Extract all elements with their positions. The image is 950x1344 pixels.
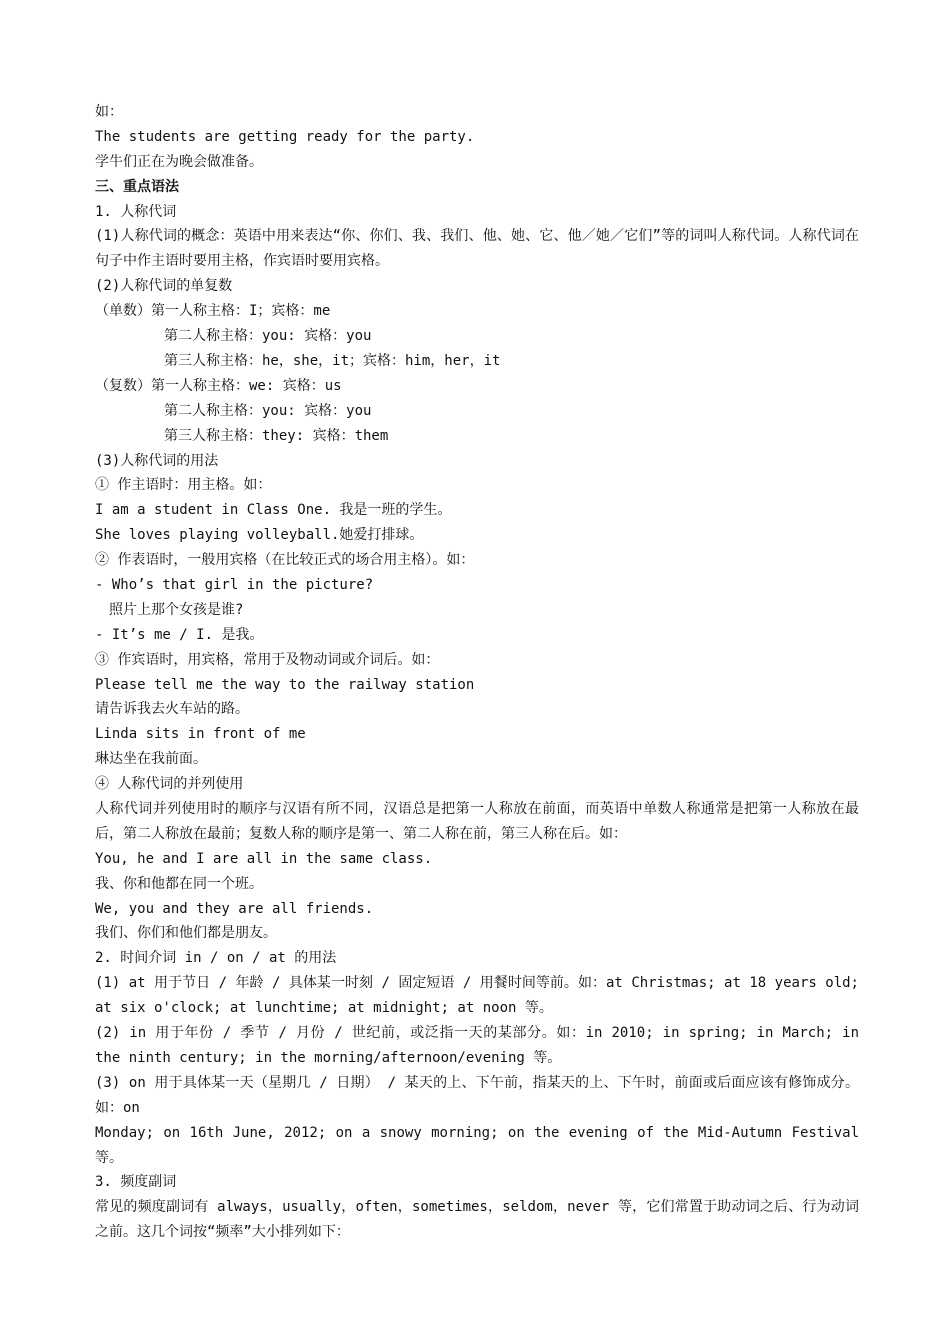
text-line: 第三人称主格：he，she，it；宾格：him，her，it (164, 352, 501, 369)
text-line: 照片上那个女孩是谁? (109, 601, 244, 618)
paragraph: (3) on 用于具体某一天（星期几 / 日期） / 某天的上、下午前，指某天的上、下午时，前面或后面应该有修饰成分。如：on (95, 1074, 859, 1116)
paragraph: (2) in 用于年份 / 季节 / 月份 / 世纪前，或泛指一天的某部分。如：in 2010; in spring; in March; in the ninth century; in the morning/afternoon/evening 等。 (95, 1025, 859, 1066)
section-heading: 三、重点语法 (95, 178, 179, 195)
subsection-heading: 2. 时间介词 in / on / at 的用法 (95, 950, 337, 967)
paragraph: (1) at 用于节日 / 年龄 / 具体某一时刻 / 固定短语 / 用餐时间等前。如：at Christmas; at 18 years old; at six o'clock; at lunchtime; at midnight; at noon 等。 (95, 975, 859, 1017)
text-line: 我、你和他都在同一个班。 (95, 875, 263, 892)
text-line: ③ 作宾语时，用宾格，常用于及物动词或介词后。如： (95, 651, 440, 668)
text-line: ④ 人称代词的并列使用 (95, 776, 244, 793)
text-line: 第二人称主格：you: 宾格：you (164, 402, 372, 419)
text-line: I am a student in Class One. 我是一班的学生。 (95, 502, 452, 519)
paragraph: Monday; on 16th June, 2012; on a snowy morning; on the evening of the Mid-Autumn Festival 等。 (95, 1124, 859, 1166)
text-line: Please tell me the way to the railway station (95, 676, 475, 693)
text-line: She loves playing volleyball.她爱打排球。 (95, 527, 424, 544)
text-line: ② 作表语时，一般用宾格（在比较正式的场合用主格）。如： (95, 552, 475, 569)
text-line: Linda sits in front of me (95, 726, 306, 743)
paragraph: (1)人称代词的概念：英语中用来表达“你、你们、我、我们、他、她、它、他／她／它们”等的词叫人称代词。人称代词在句子中作主语时要用主格，作宾语时要用宾格。 (95, 228, 859, 270)
text-line: - Who’s that girl in the picture? (95, 576, 374, 593)
text-line: 我们、你们和他们都是朋友。 (95, 925, 277, 942)
text-line: (2)人称代词的单复数 (95, 278, 233, 295)
paragraph: 常见的频度副词有 always，usually，often，sometimes，seldom，never 等，它们常置于助动词之后、行为动词之前。这几个词按“频率”大小排列如下： (95, 1199, 859, 1241)
text-line: （单数）第一人称主格：I；宾格：me (95, 303, 331, 320)
subsection-heading: 1. 人称代词 (95, 203, 177, 220)
text-line: (3)人称代词的用法 (95, 452, 219, 469)
document-body (95, 100, 859, 1245)
paragraph: 人称代词并列使用时的顺序与汉语有所不同，汉语总是把第一人称放在前面，而英语中单数人称通常是把第一人称放在最后，第二人称放在最前；复数人称的顺序是第一、第二人称在前，第三人称在后。如： (95, 800, 859, 842)
text-line: We, you and they are all friends. (95, 900, 374, 917)
text-line: 如： (95, 104, 123, 120)
text-line: The students are getting ready for the party. (95, 128, 475, 145)
text-line: 第二人称主格：you: 宾格：you (164, 328, 372, 345)
text-line: 请告诉我去火车站的路。 (95, 701, 249, 718)
text-line: 琳达坐在我前面。 (95, 751, 207, 768)
subsection-heading: 3. 频度副词 (95, 1174, 177, 1191)
text-line: 学牛们正在为晚会做准备。 (95, 153, 263, 170)
text-line: 第三人称主格：they: 宾格：them (164, 427, 389, 444)
text-line: You, he and I are all in the same class. (95, 850, 433, 867)
text-line: - It’s me / I. 是我。 (95, 626, 264, 643)
text-line: ① 作主语时：用主格。如： (95, 477, 272, 494)
text-line: （复数）第一人称主格：we: 宾格：us (95, 377, 342, 394)
